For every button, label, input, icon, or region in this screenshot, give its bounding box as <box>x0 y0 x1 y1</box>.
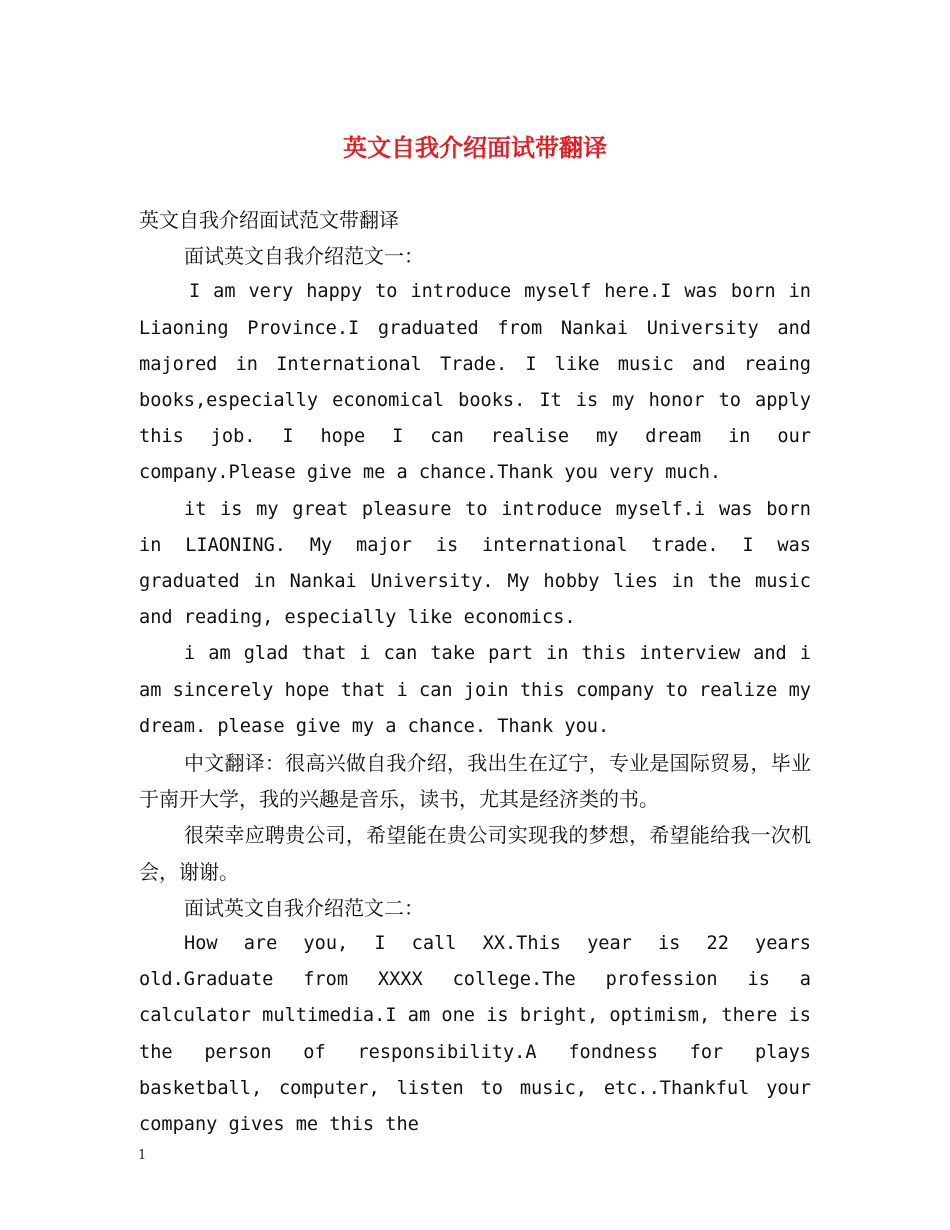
english-paragraph-2: it is my great pleasure to introduce myself.i was born in LIAONING. My major is international trade. I was graduated in Nankai University. My hobby lies in the music and reading, especially like economics. <box>139 498 811 629</box>
page-number: 1 <box>138 1148 147 1163</box>
document-body <box>139 202 811 1143</box>
sample-two-heading: 面试英文自我介绍范文二： <box>184 895 424 920</box>
english-paragraph-4: How are you, I call XX.This year is 22 years old.Graduate from XXXX college.The profession is a calculator multimedia.I am one is bright, optimism, there is the person of responsibility.A fondness for plays basketball, computer, listen to music, etc..Thankful your company gives me this the <box>139 933 811 1136</box>
english-paragraph-1: I am very happy to introduce myself here.I was born in Liaoning Province.I graduated from Nankai University and majored in International Trade. I like music and reaing books,especially economical books. It is my honor to apply this job. I hope I can realise my dream in our company.Please give me a chance.Thank you very much. <box>139 281 811 484</box>
document-subtitle: 英文自我介绍面试范文带翻译 <box>139 208 399 232</box>
chinese-translation-2: 很荣幸应聘贵公司，希望能在贵公司实现我的梦想，希望能给我一次机会，谢谢。 <box>139 823 811 884</box>
document-title: 英文自我介绍面试带翻译 <box>343 133 607 162</box>
sample-one-heading: 面试英文自我介绍范文一： <box>184 244 424 269</box>
english-paragraph-3: i am glad that i can take part in this interview and i am sincerely hope that i can join this company to realize my dream. please give my a chance. Thank you. <box>139 643 811 737</box>
chinese-translation-1: 中文翻译：很高兴做自我介绍，我出生在辽宁，专业是国际贸易，毕业于南开大学，我的兴趣是音乐，读书，尤其是经济类的书。 <box>139 751 811 812</box>
